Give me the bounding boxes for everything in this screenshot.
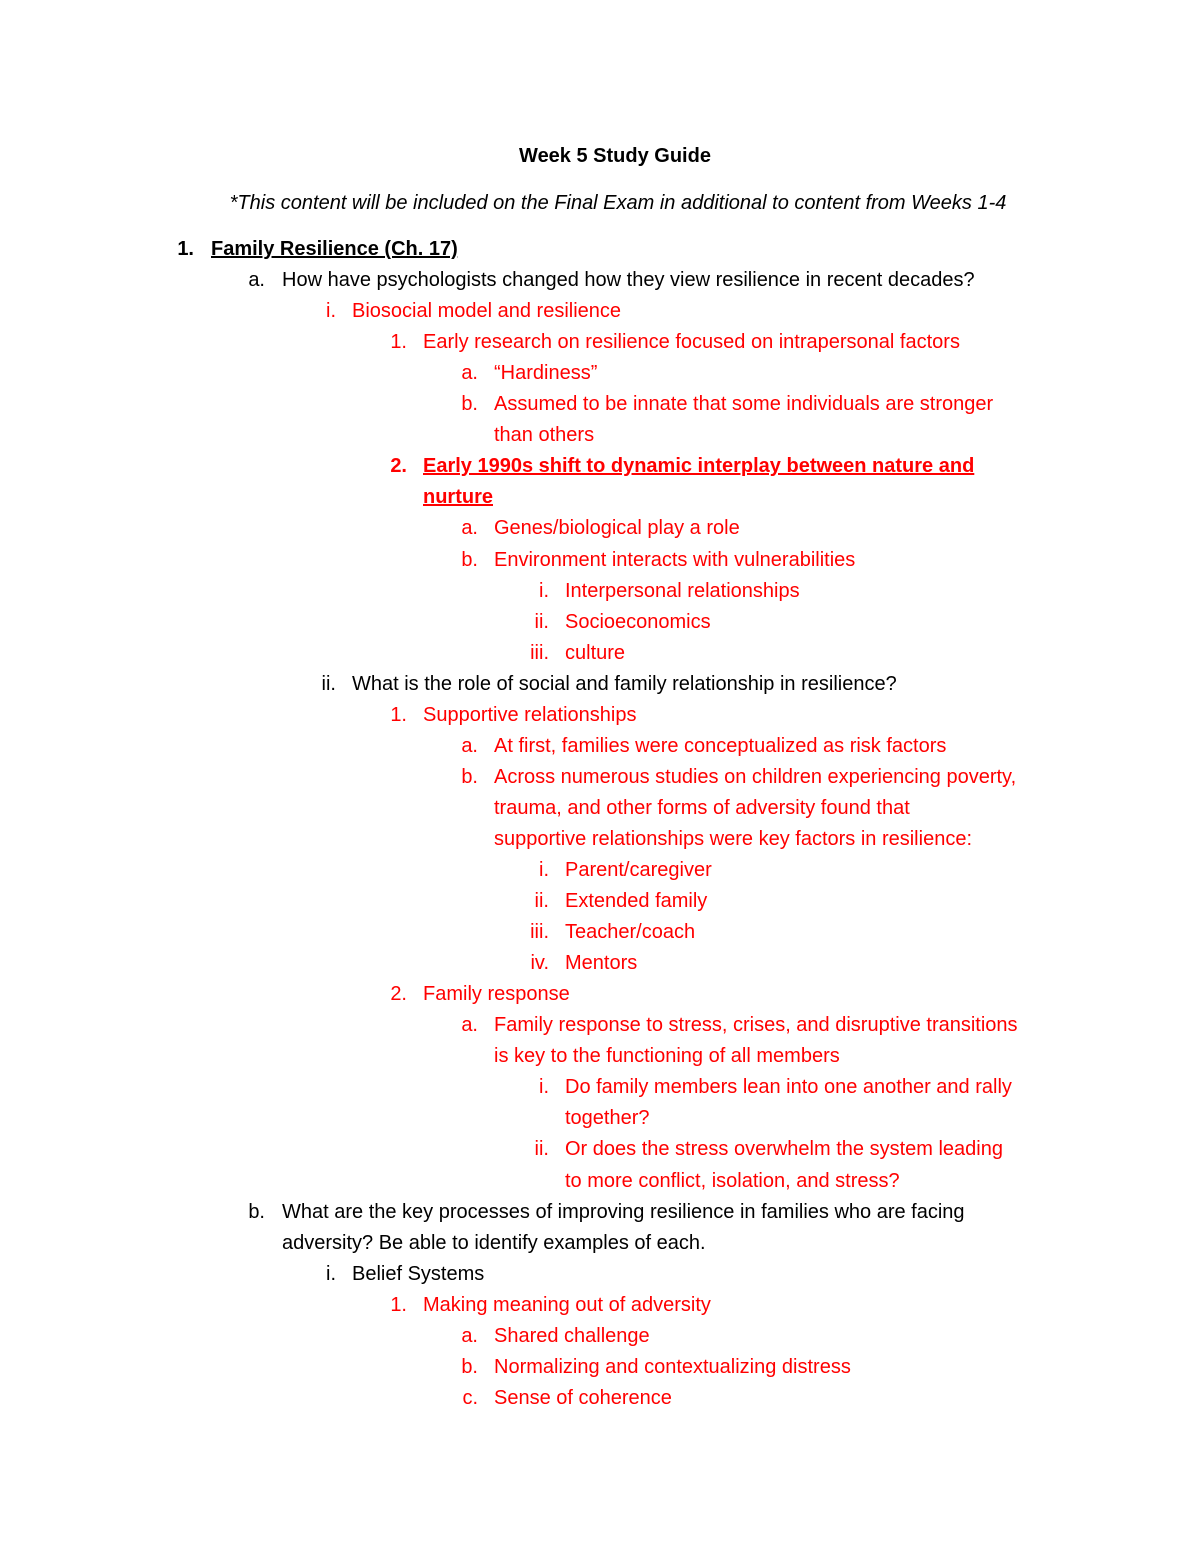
outline-item <box>0 327 1200 358</box>
outline-item <box>0 824 1200 855</box>
outline-marker: i. <box>539 859 549 881</box>
outline-marker: ii. <box>534 890 549 913</box>
outline-marker: a. <box>461 362 478 385</box>
outline-text: together? <box>565 1107 650 1130</box>
outline-text: Family response to stress, crises, and disruptive transitions <box>494 1014 1018 1037</box>
outline-marker: 1. <box>390 331 407 354</box>
outline-item <box>0 1228 1200 1259</box>
outline-text: Sense of coherence <box>494 1386 672 1409</box>
outline-text: to more conflict, isolation, and stress? <box>565 1169 900 1192</box>
outline-item <box>0 700 1200 731</box>
outline-item <box>0 731 1200 762</box>
outline-text: Extended family <box>565 890 708 913</box>
outline-item <box>0 1134 1200 1165</box>
outline-text: Interpersonal relationships <box>565 579 800 602</box>
outline-item <box>0 638 1200 669</box>
outline-text: Shared challenge <box>494 1324 650 1347</box>
outline-text: Assumed to be innate that some individuals are stronger <box>494 393 994 416</box>
outline-marker: 2. <box>390 455 407 478</box>
outline-marker: b. <box>248 1200 265 1223</box>
outline-text: culture <box>565 641 626 664</box>
outline-item <box>0 451 1200 482</box>
outline-marker: a. <box>461 1014 478 1037</box>
outline-text: At first, families were conceptualized as risk factors <box>494 734 947 757</box>
outline-text: Do family members lean into one another and rally <box>565 1076 1012 1099</box>
outline-marker: i. <box>539 1076 549 1099</box>
outline-item <box>0 1010 1200 1041</box>
outline-item <box>0 389 1200 420</box>
outline-item <box>0 358 1200 389</box>
outline-marker: b. <box>461 393 478 416</box>
outline-item <box>0 762 1200 793</box>
outline-item <box>0 296 1200 327</box>
outline-marker: a. <box>461 517 478 540</box>
outline-item <box>0 948 1200 979</box>
outline-item <box>0 886 1200 917</box>
outline-item <box>0 979 1200 1010</box>
outline-text: than others <box>494 424 595 447</box>
outline-text: Family Resilience (Ch. 17) <box>211 238 458 260</box>
outline-item <box>0 234 1200 265</box>
outline-text: Normalizing and contextualizing distress <box>494 1355 851 1378</box>
outline-text: Socioeconomics <box>565 610 711 633</box>
outline-item <box>0 1290 1200 1321</box>
outline-item <box>0 917 1200 948</box>
outline-marker: ii. <box>534 610 549 633</box>
outline-text: trauma, and other forms of adversity found that <box>494 796 910 819</box>
outline-item <box>0 545 1200 576</box>
outline-marker: ii. <box>321 672 336 695</box>
outline-item <box>0 1321 1200 1352</box>
outline-text: What is the role of social and family relationship in resilience? <box>352 672 897 695</box>
outline-marker: 2. <box>390 983 407 1006</box>
outline-text: Biosocial model and resilience <box>352 300 622 323</box>
outline-marker: b. <box>461 765 478 788</box>
outline-item <box>0 576 1200 607</box>
outline-item <box>0 1259 1200 1290</box>
outline-item <box>0 855 1200 886</box>
outline-text: Supportive relationships <box>423 703 637 726</box>
outline-item <box>0 482 1200 513</box>
outline-item <box>0 420 1200 451</box>
outline-text: Early research on resilience focused on intrapersonal factors <box>423 331 960 354</box>
outline-text: Parent/caregiver <box>565 859 712 881</box>
outline-marker: i. <box>539 579 549 602</box>
outline-item <box>0 1072 1200 1103</box>
outline-marker: iv. <box>530 952 549 975</box>
outline-text: Belief Systems <box>352 1262 485 1285</box>
outline-marker: a. <box>461 734 478 757</box>
document-title: Week 5 Study Guide <box>519 145 711 167</box>
outline-item <box>0 1197 1200 1228</box>
outline-marker: iii. <box>530 641 549 664</box>
outline-text: “Hardiness” <box>494 362 598 385</box>
outline-marker: b. <box>461 548 478 571</box>
outline-item <box>0 607 1200 638</box>
outline-item <box>0 1383 1200 1414</box>
outline-text: Teacher/coach <box>565 921 696 944</box>
outline-item <box>0 1041 1200 1072</box>
outline-text: What are the key processes of improving resilience in families who are facing <box>282 1200 965 1223</box>
outline-marker: a. <box>248 269 265 292</box>
outline-item <box>0 669 1200 700</box>
outline-text: Family response <box>423 983 570 1006</box>
outline-marker: c. <box>462 1386 478 1409</box>
outline-text: Early 1990s shift to dynamic interplay between nature and <box>423 455 975 478</box>
outline-marker: ii. <box>534 1138 549 1161</box>
outline-item <box>0 1166 1200 1197</box>
outline-text: adversity? Be able to identify examples of each. <box>282 1231 706 1254</box>
outline-text: Mentors <box>565 952 638 975</box>
outline-text: nurture <box>423 486 493 509</box>
outline-marker: 1. <box>390 703 407 726</box>
document-subtitle: *This content will be included on the Final Exam in additional to content from Weeks 1-4 <box>229 192 1007 214</box>
outline-marker: 1. <box>390 1293 407 1316</box>
outline-text: How have psychologists changed how they view resilience in recent decades? <box>282 269 975 292</box>
outline-marker: i. <box>326 300 336 323</box>
outline-item <box>0 1103 1200 1134</box>
outline-item <box>0 1352 1200 1383</box>
outline-text: Genes/biological play a role <box>494 517 740 540</box>
outline-text: Making meaning out of adversity <box>423 1293 711 1316</box>
outline-text: Across numerous studies on children experiencing poverty, <box>494 765 1017 788</box>
outline-text: Or does the stress overwhelm the system leading <box>565 1138 1003 1161</box>
outline-marker: i. <box>326 1262 336 1285</box>
outline-item <box>0 793 1200 824</box>
outline-marker: a. <box>461 1324 478 1347</box>
outline-text: supportive relationships were key factors in resilience: <box>494 827 972 850</box>
outline-marker: 1. <box>177 238 194 260</box>
outline-text: is key to the functioning of all members <box>494 1045 840 1068</box>
outline-marker: b. <box>461 1355 478 1378</box>
outline-item <box>0 265 1200 296</box>
outline-marker: iii. <box>530 921 549 944</box>
outline-text: Environment interacts with vulnerabilities <box>494 548 856 571</box>
outline-item <box>0 513 1200 544</box>
